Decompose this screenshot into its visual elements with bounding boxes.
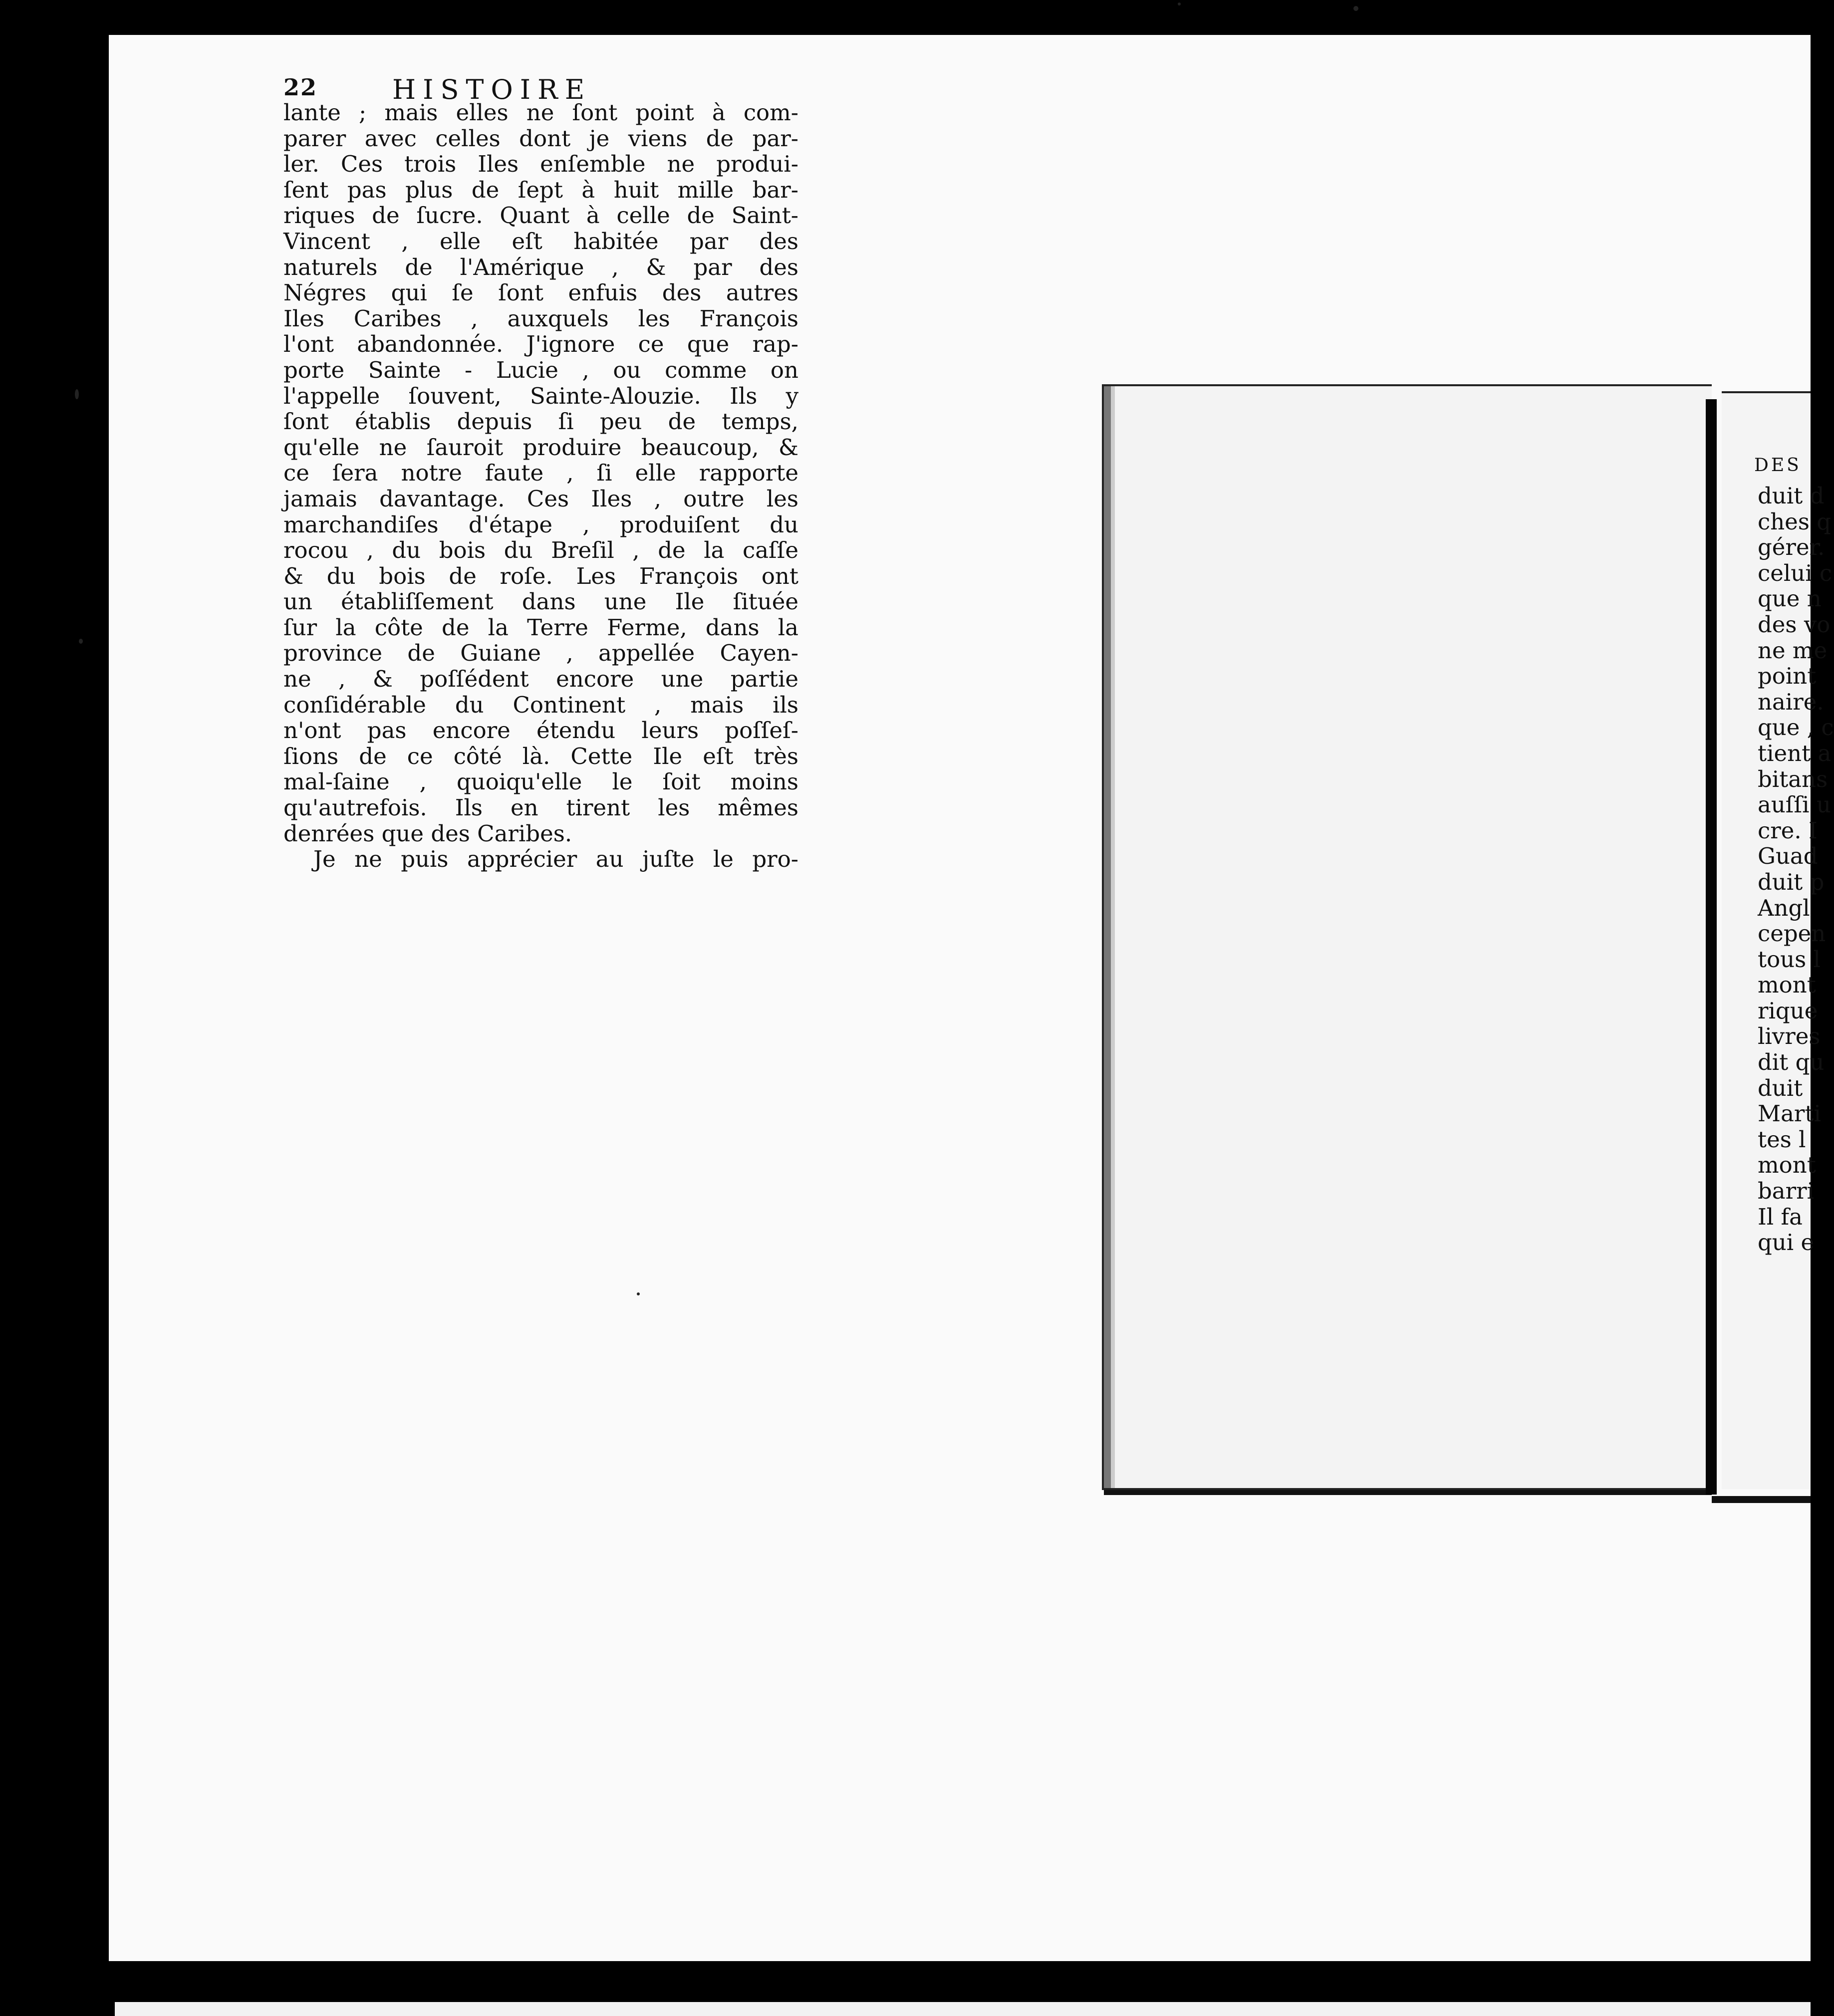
text-line: ne me: [1758, 637, 1828, 664]
text-line: celui c: [1758, 559, 1833, 586]
text-line: des vo: [1758, 611, 1831, 638]
text-line: parer avec celles dont je viens de par-: [283, 125, 798, 152]
scan-speck: [79, 639, 83, 644]
text-line: qu'elle ne ſauroit produire beaucoup, &: [283, 434, 798, 461]
text-line: Négres qui ſe ſont enfuis des autres: [283, 279, 798, 306]
scan-speck: [637, 1292, 640, 1295]
text-line: ſont établis depuis ſi peu de temps,: [283, 408, 798, 435]
text-line: mont: [1758, 1152, 1816, 1179]
text-line: ches q: [1758, 508, 1832, 535]
open-book: [1092, 384, 1834, 1496]
scan-speck: [75, 389, 79, 399]
text-line: mont: [1758, 972, 1816, 999]
text-line: que n: [1758, 585, 1822, 612]
text-line: ce ſera notre faute , ſi elle rapporte: [283, 460, 798, 487]
text-line: duit d: [1758, 483, 1825, 509]
text-line: barri: [1758, 1178, 1815, 1205]
left-page: [1102, 384, 1712, 1490]
text-line: n'ont pas encore étendu leurs poſſeſ-: [283, 717, 798, 744]
text-line: ſions de ce côté là. Cette Ile eſt très: [283, 743, 798, 769]
text-line: Vincent , elle eſt habitée par des: [283, 228, 798, 254]
text-line: bitans: [1758, 765, 1828, 792]
text-line: point: [1758, 663, 1817, 690]
text-line: l'appelle ſouvent, Sainte-Alouzie. Ils y: [283, 382, 798, 409]
text-line: que , c: [1758, 714, 1834, 741]
scan-speck: [1178, 2, 1181, 5]
text-line: mal-ſaine , quoiqu'elle le ſoit moins: [283, 768, 798, 795]
text-line: ſur la côte de la Terre Ferme, dans la: [283, 614, 798, 641]
text-line: marchandiſes d'étape , produiſent du: [283, 511, 798, 538]
text-line: jamais davantage. Ces Iles , outre les: [283, 485, 798, 512]
right-page-header: DES: [1754, 455, 1802, 476]
text-line: un établiſſement dans une Ile ſituée: [283, 588, 798, 615]
text-line: ler. Ces trois Iles enſemble ne produi-: [283, 151, 798, 178]
page-number: 22: [283, 74, 318, 101]
text-line: Angl: [1758, 894, 1810, 921]
text-line: Iles Caribes , auxquels les François: [283, 305, 798, 332]
text-line: tient a: [1758, 740, 1832, 766]
text-line: l'ont abandonnée. J'ignore ce que rap-: [283, 331, 798, 358]
right-page-text: [1758, 483, 1834, 1256]
bottom-strip: [115, 2002, 1811, 2016]
text-line: denrées que des Caribes.: [283, 820, 572, 847]
text-line: & du bois de roſe. Les François ont: [283, 562, 798, 589]
text-line: Marti: [1758, 1100, 1821, 1127]
text-line: rique: [1758, 997, 1818, 1024]
text-line: porte Sainte - Lucie , ou comme on: [283, 356, 798, 383]
left-page-text: [283, 100, 798, 872]
text-line: duit p: [1758, 868, 1825, 895]
text-line: Il fa: [1758, 1203, 1803, 1230]
text-line: Guad: [1758, 843, 1818, 870]
running-title: HISTOIRE: [392, 74, 592, 105]
text-line: Je ne puis apprécier au juſte le pro-: [313, 846, 798, 873]
text-line: riques de ſucre. Quant à celle de Saint-: [283, 202, 798, 229]
text-line: auſſi u: [1758, 791, 1831, 818]
text-line: tes l: [1758, 1126, 1806, 1153]
text-line: ne , & poſſédent encore une partie: [283, 666, 798, 693]
text-line: lante ; mais elles ne ſont point à com-: [283, 99, 798, 126]
text-line: ſent pas plus de ſept à huit mille bar-: [283, 176, 798, 203]
scan-speck: [1353, 6, 1358, 11]
text-line: qu'autrefois. Ils en tirent les mêmes: [283, 794, 798, 821]
text-line: conſidérable du Continent , mais ils: [283, 691, 798, 718]
text-line: dit qu: [1758, 1049, 1825, 1076]
text-line: province de Guiane , appellée Cayen-: [283, 640, 798, 667]
text-line: duit: [1758, 1074, 1803, 1101]
text-line: gérer.: [1758, 534, 1825, 561]
text-line: cepen: [1758, 920, 1826, 947]
text-line: naire.: [1758, 688, 1824, 715]
text-line: tous l: [1758, 946, 1821, 973]
text-line: naturels de l'Amérique , & par des: [283, 253, 798, 280]
text-line: rocou , du bois du Breſil , de la caſſe: [283, 537, 798, 564]
book-gutter: [1706, 399, 1717, 1495]
text-line: qui e: [1758, 1229, 1815, 1256]
text-line: cre. I: [1758, 817, 1818, 844]
text-line: livres: [1758, 1023, 1821, 1050]
